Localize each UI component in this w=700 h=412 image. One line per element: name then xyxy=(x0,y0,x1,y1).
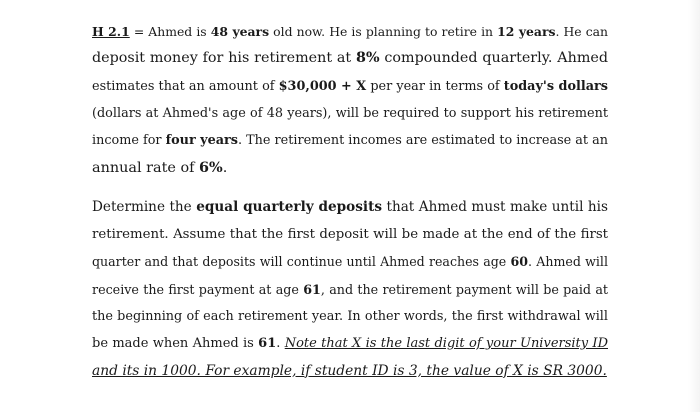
text-line xyxy=(92,303,608,330)
text-run: be made when Ahmed is xyxy=(92,336,259,352)
page-edge-shadow xyxy=(688,0,700,412)
text-run: = Ahmed is xyxy=(129,24,211,39)
text-line xyxy=(92,45,608,72)
emphasis: 60 xyxy=(510,254,529,270)
text-line xyxy=(92,154,608,182)
emphasis: four years xyxy=(165,133,238,149)
emphasis: $30,000 + X xyxy=(278,78,367,94)
problem-text xyxy=(92,18,608,385)
text-run: receive the first payment at age xyxy=(92,281,304,297)
text-line xyxy=(92,330,608,357)
text-run: estimates that an amount of xyxy=(92,78,279,94)
text-run: . xyxy=(276,336,285,352)
text-run: , and the retirement payment will be paid at xyxy=(320,281,608,297)
problem-label: H 2.1 xyxy=(92,24,130,39)
text-line xyxy=(92,194,608,221)
text-line xyxy=(92,221,608,248)
text-run: . Ahmed will xyxy=(528,254,608,270)
text-run: . xyxy=(222,160,228,177)
text-run: per year in terms of xyxy=(366,78,504,94)
emphasis: 8% xyxy=(356,50,380,67)
emphasis: 61 xyxy=(303,281,321,297)
text-line xyxy=(92,248,608,275)
text-run: deposit money for his retirement at xyxy=(92,50,357,67)
text-run: that Ahmed must make until his xyxy=(382,198,608,215)
problem-paragraph-2 xyxy=(92,194,608,385)
emphasis: 48 years xyxy=(210,24,270,39)
text-run: the beginning of each retirement year. In other words, the first withdrawal will xyxy=(92,308,608,324)
text-line xyxy=(92,127,608,154)
text-run: Determine the xyxy=(92,198,197,215)
text-run: compounded quarterly. Ahmed xyxy=(379,50,608,67)
problem-paragraph-1 xyxy=(92,18,608,183)
emphasis: 6% xyxy=(199,159,223,177)
text-run: . The retirement incomes are estimated to increase at an xyxy=(237,133,609,149)
text-run: retirement. Assume that the first deposit will be made at the end of the first xyxy=(92,227,608,243)
student-id-note: Note that X is the last digit of your University ID xyxy=(284,336,608,352)
text-line xyxy=(92,100,608,127)
text-run: old now. He is planning to retire in xyxy=(269,24,498,39)
emphasis: 12 years xyxy=(497,24,556,39)
emphasis: equal quarterly deposits xyxy=(196,198,382,215)
text-run: quarter and that deposits will continue until Ahmed reaches age xyxy=(92,254,511,270)
emphasis: 61 xyxy=(258,336,277,352)
text-run: income for xyxy=(92,133,166,149)
text-line xyxy=(92,18,608,45)
student-id-note: and its in 1000. For example, if student ID is 3, the value of X is SR 3000. xyxy=(92,362,607,379)
text-run: annual rate of xyxy=(92,160,200,177)
emphasis: today's dollars xyxy=(503,78,608,94)
text-run: . He can xyxy=(555,24,609,39)
text-line xyxy=(92,73,608,100)
text-line xyxy=(92,276,608,303)
text-line xyxy=(92,358,608,385)
text-run: (dollars at Ahmed's age of 48 years), will be required to support his retirement xyxy=(92,105,608,121)
